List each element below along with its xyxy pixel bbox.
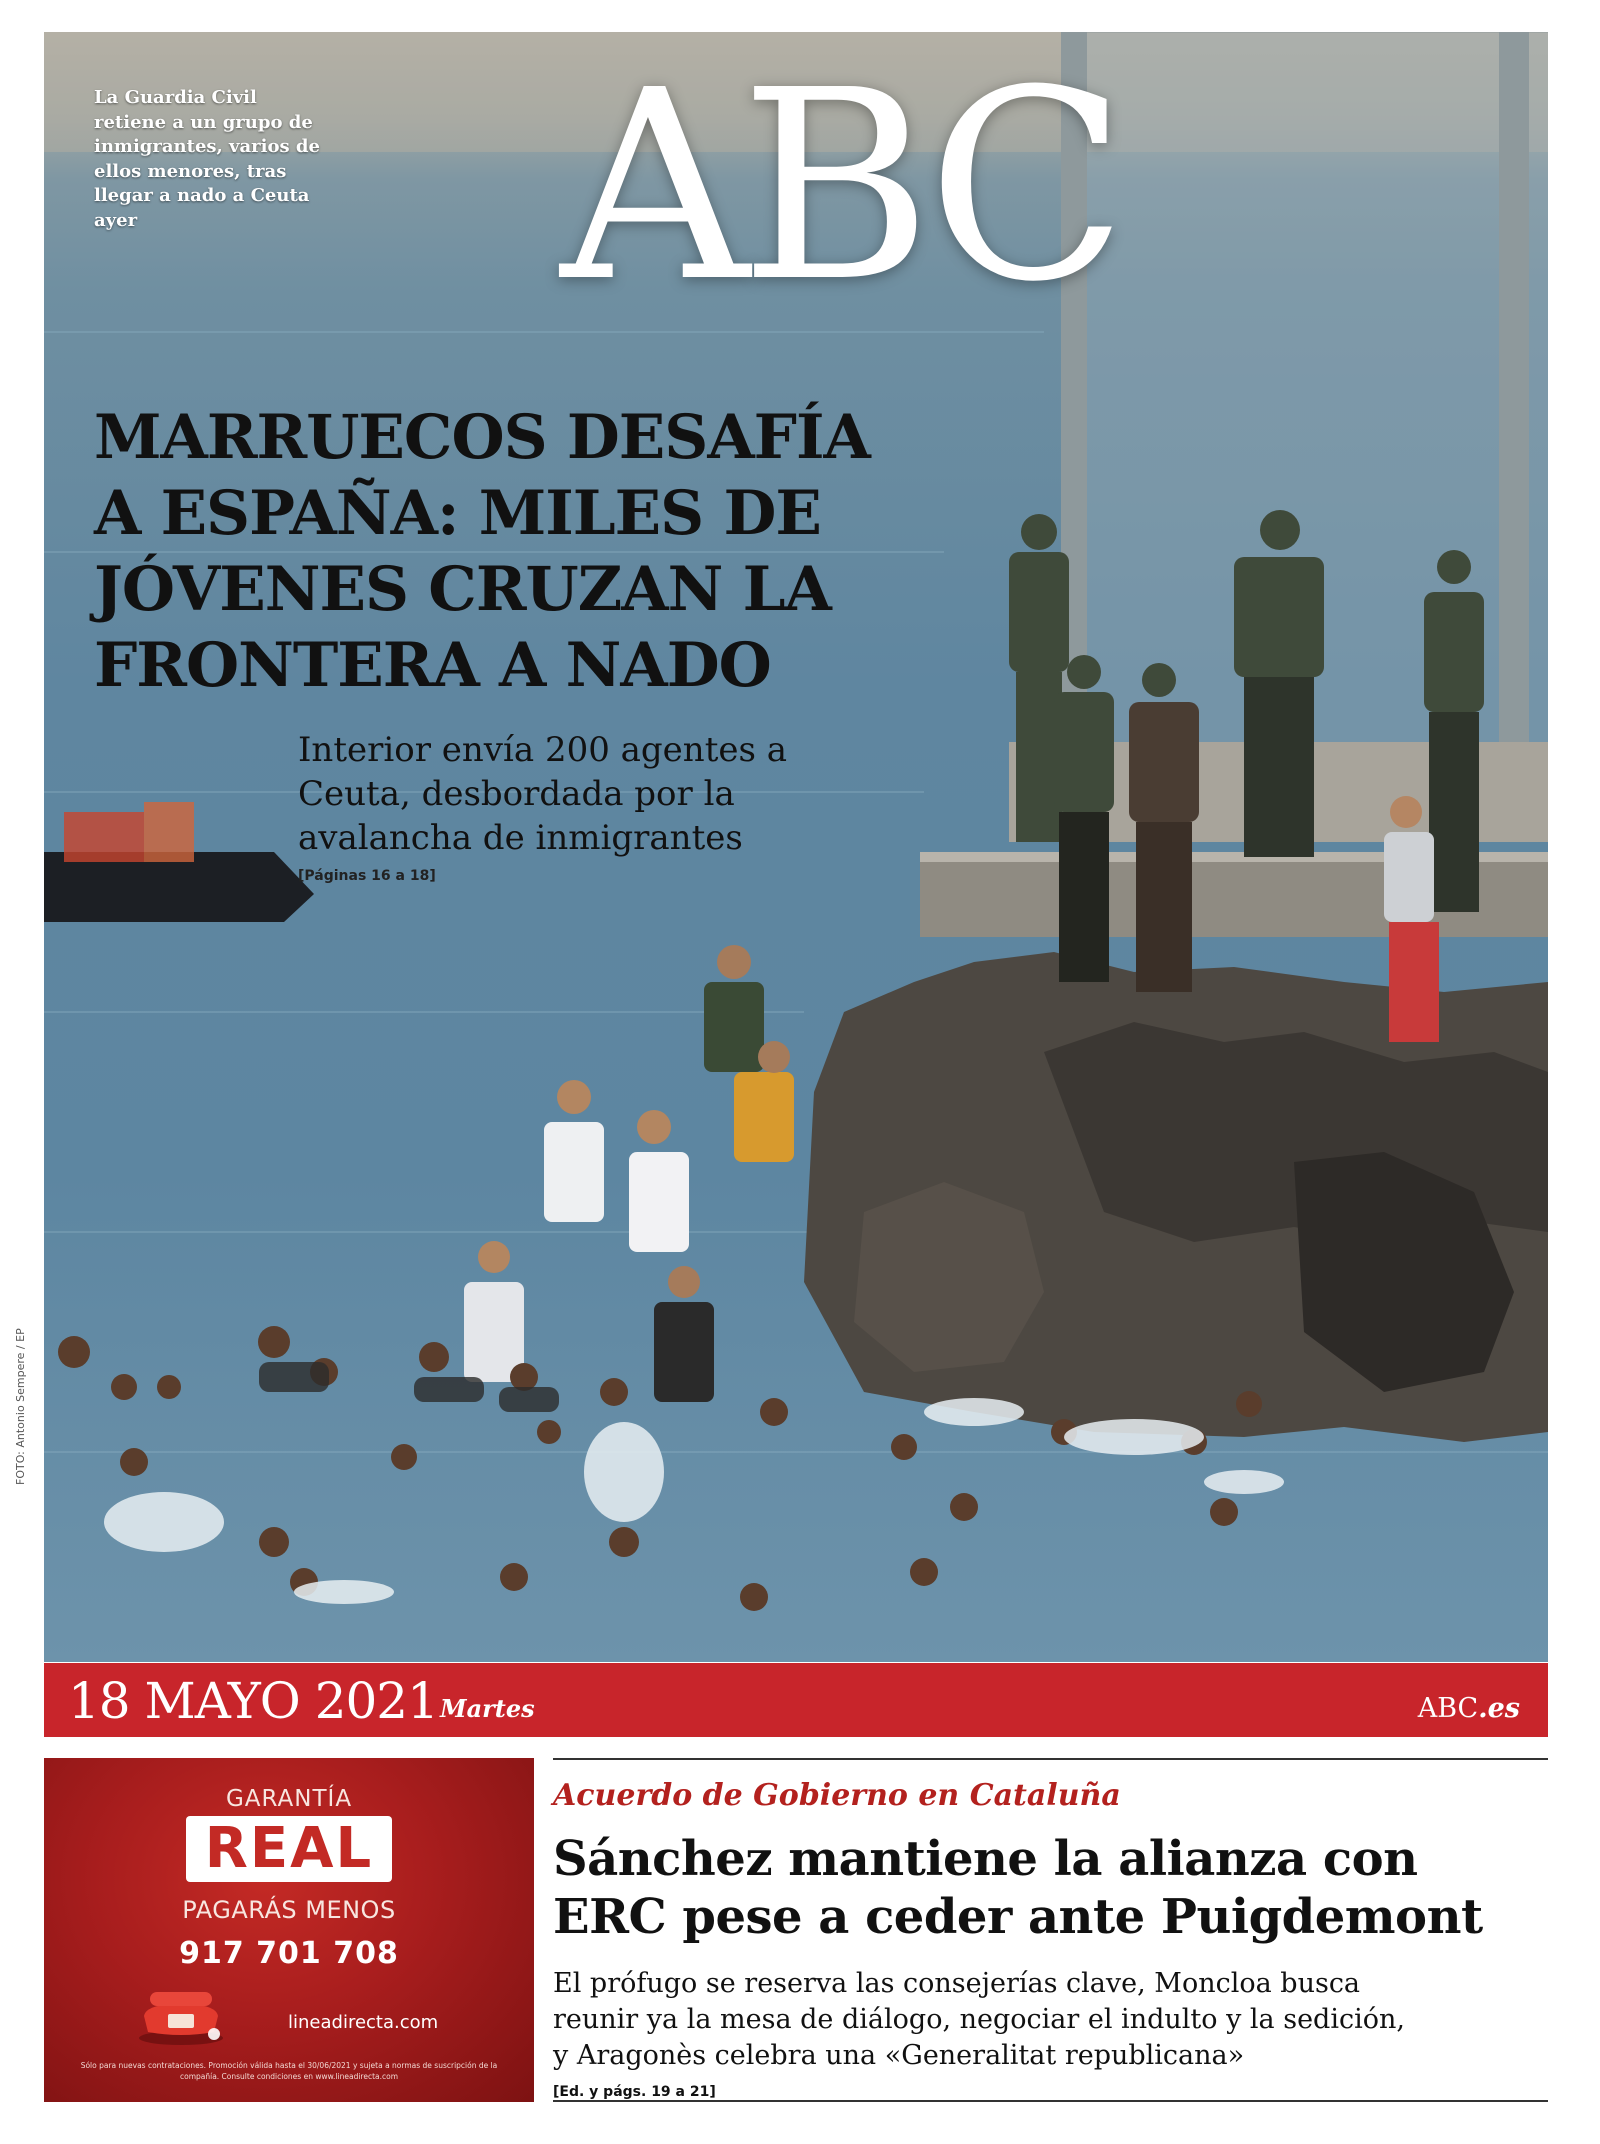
story-title-line: Sánchez mantiene la alianza con [553,1831,1418,1887]
lead-subhead-line: avalancha de inmigrantes [298,818,743,858]
secondary-story [553,1758,1548,2102]
lead-headline-line: JÓVENES CRUZAN LA [94,554,831,625]
masthead-logo: ABC [560,34,1118,339]
website-suffix: .es [1478,1693,1520,1724]
lead-headline [94,400,994,704]
story-body-text: y Aragonès celebra una «Generalitat republicana» [553,2040,1245,2071]
ad-brand-logo: REAL [186,1816,392,1882]
lead-subhead [298,728,898,860]
website-prefix: ABC [1417,1693,1479,1724]
story-body [553,1966,1548,2110]
ad-slogan: PAGARÁS MENOS [182,1896,396,1924]
lead-subhead-line: Ceuta, desbordada por la [298,774,735,814]
website-link[interactable] [1418,1693,1520,1724]
date-bar [44,1663,1548,1737]
story-bottom-rule [553,2100,1548,2102]
red-telephone-icon [136,1986,226,2046]
story-body-line: El prófugo se reserva las consejerías clave, Moncloa busca [553,1968,1361,1999]
ad-url: lineadirecta.com [288,2012,439,2033]
story-title [553,1830,1548,1946]
issue-weekday: Martes [440,1694,535,1723]
lead-headline-line: FRONTERA A NADO [94,630,771,701]
lead-subhead-line: Interior envía 200 agentes a [298,730,788,770]
ad-phone-number: 917 701 708 [179,1936,399,1971]
issue-date: 18 MAYO 2021 [68,1672,438,1730]
lead-pages-ref: [Páginas 16 a 18] [298,868,436,884]
photo-credit: FOTO: Antonio Sempere / EP [14,1328,27,1485]
ad-garantia: GARANTÍA [225,1786,353,1812]
lead-headline-line: A ESPAÑA: MILES DE [94,478,821,549]
story-pages-ref: [Ed. y págs. 19 a 21] [553,2084,716,2100]
story-kicker: Acuerdo de Gobierno en Cataluña [553,1778,1121,1813]
story-top-rule [553,1758,1548,1760]
advertisement[interactable] [44,1758,534,2102]
story-title-line: ERC pese a ceder ante Puigdemont [553,1889,1483,1945]
photo-caption: La Guardia Civil retiene a un grupo de inmigrantes, varios de ellos menores, tras llegar a nado a Ceuta ayer [94,87,320,231]
lead-headline-line: MARRUECOS DESAFÍA [94,402,870,473]
story-body-line: reunir ya la mesa de diálogo, negociar el indulto y la sedición, [553,2004,1405,2035]
cover-photo [44,32,1548,1662]
ad-fine-print: Sólo para nuevas contrataciones. Promoción válida hasta el 30/06/2021 y sujeta a normas de suscripción de la compañía. Consulte condiciones en www.lineadirecta.com [80,2061,498,2081]
